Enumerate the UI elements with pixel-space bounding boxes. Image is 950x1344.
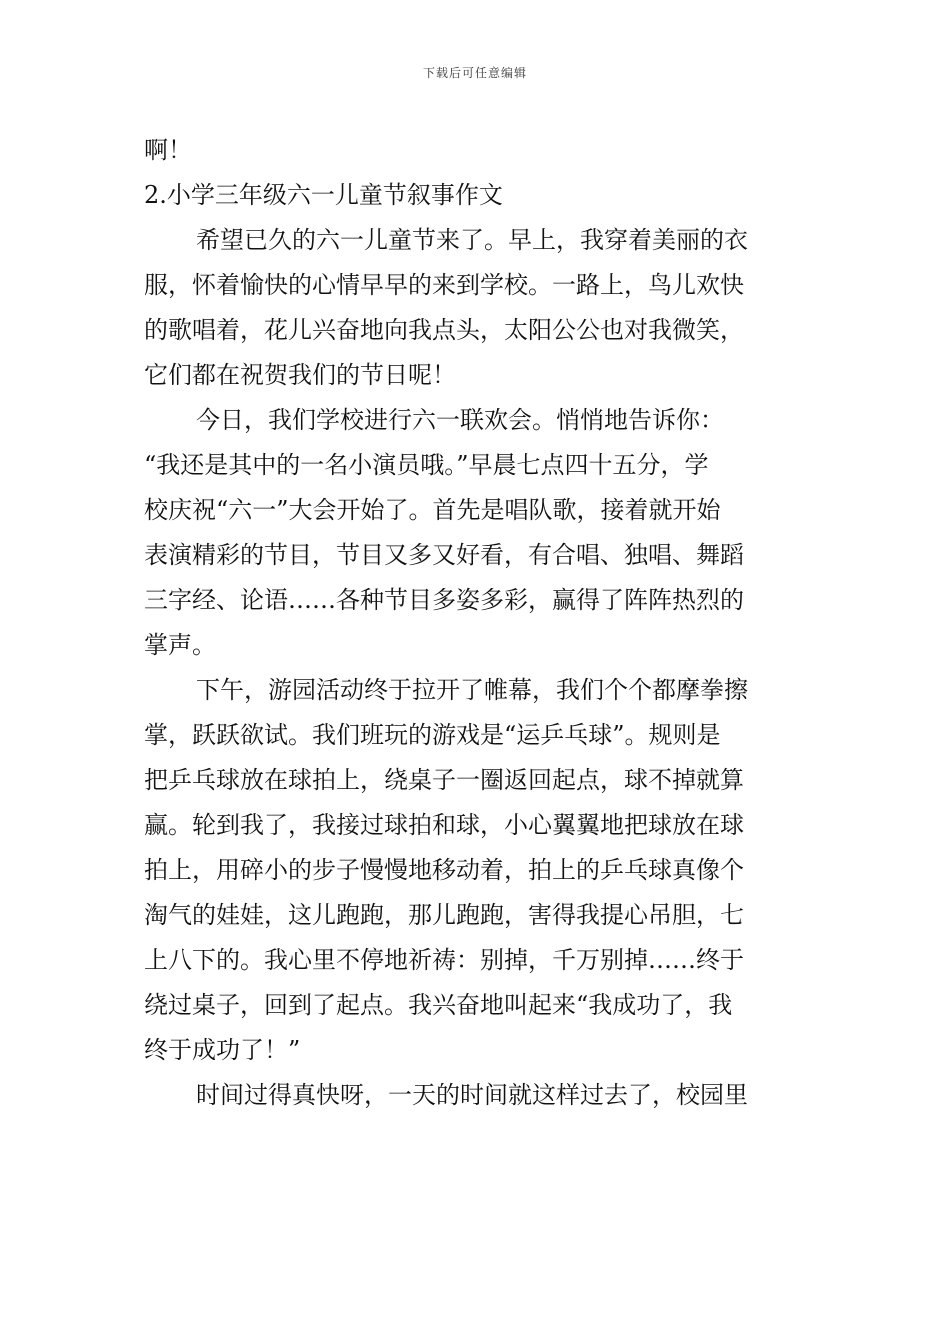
text-line: 拍上，用碎小的步子慢慢地移动着，拍上的乒乓球真像个 bbox=[144, 856, 744, 884]
document-body bbox=[144, 128, 808, 1118]
text-line: 终于成功了！” bbox=[144, 1036, 301, 1064]
text-line: 时间过得真快呀，一天的时间就这样过去了，校园里 bbox=[196, 1081, 748, 1109]
text-line: 赢。轮到我了，我接过球拍和球，小心翼翼地把球放在球 bbox=[144, 811, 744, 839]
text-line: 把乒乓球放在球拍上，绕桌子一圈返回起点，球不掉就算 bbox=[144, 766, 744, 794]
text-line: 今日，我们学校进行六一联欢会。悄悄地告诉你： bbox=[196, 406, 724, 434]
text-line: 掌声。 bbox=[144, 631, 216, 659]
text-line: 三字经、论语……各种节目多姿多彩，赢得了阵阵热烈的 bbox=[144, 586, 744, 614]
text-line: 校庆祝“六一”大会开始了。首先是唱队歌，接着就开始 bbox=[144, 496, 721, 524]
text-line: 希望已久的六一儿童节来了。早上，我穿着美丽的衣 bbox=[196, 226, 748, 254]
text-line: 绕过桌子，回到了起点。我兴奋地叫起来“我成功了，我 bbox=[144, 991, 733, 1019]
text-line: 表演精彩的节目，节目又多又好看，有合唱、独唱、舞蹈 bbox=[144, 541, 744, 569]
text-line: “我还是其中的一名小演员哦。”早晨七点四十五分，学 bbox=[144, 451, 709, 479]
text-line: 淘气的娃娃，这儿跑跑，那儿跑跑，害得我提心吊胆，七 bbox=[144, 901, 744, 929]
text-line: 啊！ bbox=[144, 136, 192, 164]
text-line: 2.小学三年级六一儿童节叙事作文 bbox=[144, 181, 503, 209]
text-line: 服，怀着愉快的心情早早的来到学校。一路上，鸟儿欢快 bbox=[144, 271, 744, 299]
text-line: 的歌唱着，花儿兴奋地向我点头，太阳公公也对我微笑， bbox=[144, 316, 744, 344]
text-line: 下午，游园活动终于拉开了帷幕，我们个个都摩拳擦 bbox=[196, 676, 748, 704]
text-line: 它们都在祝贺我们的节日呢！ bbox=[144, 361, 456, 389]
text-line: 掌，跃跃欲试。我们班玩的游戏是“运乒乓球”。规则是 bbox=[144, 721, 721, 749]
page-header: 下载后可任意编辑 bbox=[422, 66, 527, 80]
text-line: 上八下的。我心里不停地祈祷：别掉，千万别掉……终于 bbox=[144, 946, 744, 974]
